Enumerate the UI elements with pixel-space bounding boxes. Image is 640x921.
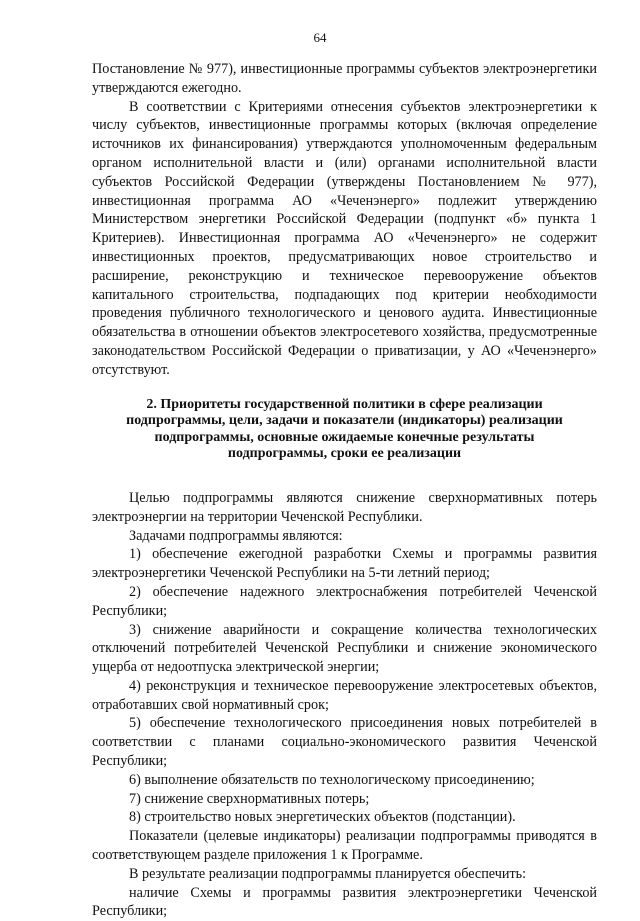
section-heading [92,397,597,463]
paragraph: В соответствии с Критериями отнесения субъектов электроэнергетики к числу субъектов, инвестиционные программы которых (включая определение источников их финансирования) утверждаются уполномоченным федеральным органом исполнительной власти и (или) органами исполнительной власти субъектов Российской Федерации (утверждены Постановлением № 977), инвестиционная программа АО «Чеченэнерго» подлежит утверждению Министерством энергетики Российской Федерации (подпункт «б» пункта 1 Критериев). Инвестиционная программа АО «Чеченэнерго» не содержит инвестиционных проектов, предусматривающих новое строительство и расширение, реконструкцию и техническое перевооружение объектов капитального строительства, подпадающих под критерии необходимости проведения публичного технологического и ценового аудита. Инвестиционные обязательства в отношении объектов электросетевого хозяйства, предусмотренные законодательством Российской Федерации о приватизации, у АО «Чеченэнерго» отсутствуют. [92,98,597,378]
paragraph: Показатели (целевые индикаторы) реализации подпрограммы приводятся в соответствующем разделе приложения 1 к Программе. [92,828,597,864]
heading-line: 2. Приоритеты государственной политики в сфере реализации [146,396,543,412]
heading-line: подпрограммы, сроки ее реализации [227,446,462,462]
paragraph: 5) обеспечение технологического присоединения новых потребителей в соответствии с планами социально-экономического развития Чеченской Республики; [92,715,597,770]
body-text [92,60,597,921]
paragraph: Задачами подпрограммы являются: [129,527,343,544]
paragraph: 8) строительство новых энергетических объектов (подстанции). [129,809,516,826]
paragraph: 7) снижение сверхнормативных потерь; [129,790,370,807]
paragraph: 6) выполнение обязательств по технологическому присоединению; [129,771,535,788]
paragraph: 2) обеспечение надежного электроснабжения потребителей Чеченской Республики; [92,583,597,619]
paragraph: 3) снижение аварийности и сокращение количества технологических отключений потребителей Чеченской Республики и снижение экономического ущерба от недоотпуска электрической энергии; [92,621,597,676]
paragraph: наличие Схемы и программы развития электроэнергетики Чеченской Республики; [92,884,597,920]
page-number: 64 [313,30,327,45]
paragraphs-after [92,489,597,921]
paragraph: Постановление № 977), инвестиционные программы субъектов электроэнергетики утверждаются ежегодно. [92,61,597,96]
heading-line: подпрограммы, цели, задачи и показатели (индикаторы) реализации [126,413,563,429]
paragraph: В результате реализации подпрограммы планируется обеспечить: [129,865,527,882]
paragraphs-before [92,60,597,380]
paragraph: 1) обеспечение ежегодной разработки Схемы и программы развития электроэнергетики Чеченской Республики на 5-ти летний период; [92,546,597,582]
paragraph: 4) реконструкция и техническое перевооружение электросетевых объектов, отработавших свой нормативный срок; [92,677,597,713]
heading-line: подпрограммы, основные ожидаемые конечные результаты [154,429,535,445]
paragraph: Целью подпрограммы являются снижение сверхнормативных потерь электроэнергии на территории Чеченской Республики. [92,489,597,525]
